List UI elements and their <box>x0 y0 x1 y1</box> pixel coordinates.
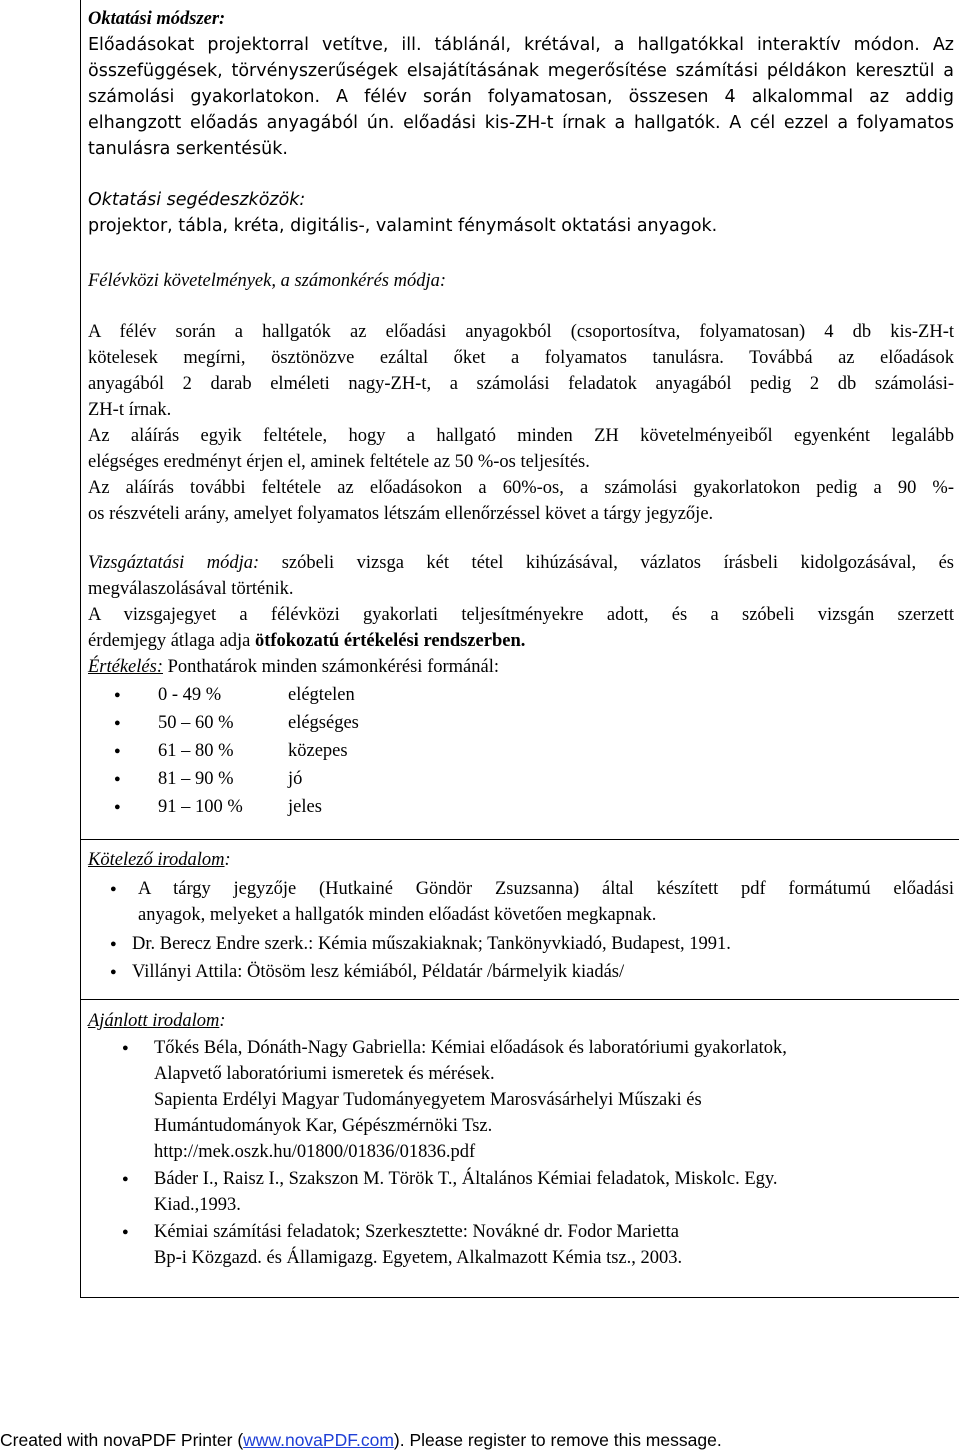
grade-range: 61 – 80 % <box>158 741 234 761</box>
footer-text-post: ). Please register to remove this message. <box>393 1430 722 1450</box>
bullet-icon: ● <box>122 1173 129 1185</box>
grade-label: elégtelen <box>288 685 355 705</box>
bullet-icon: ● <box>110 938 117 950</box>
grade-label: jó <box>288 769 303 789</box>
requirements-section <box>88 268 954 527</box>
grade-label: közepes <box>288 741 348 761</box>
requirements-line: anyagából 2 darab elméleti nagy-ZH-t, a számolási feladatok anyagából pedig 2 db számolási- <box>88 374 954 394</box>
recommended-literature-line: Kiad.,1993. <box>154 1195 241 1215</box>
requirements-line: Az aláírás további feltétele az előadásokon a 60%-os, a számolási gyakorlatokon pedig a 90 %- <box>88 478 954 498</box>
exam-line-3: A vizsgajegyet a félévközi gyakorlati teljesítményekre adott, és a szóbeli vizsgán szerzett <box>88 605 954 625</box>
recommended-literature-title: Ajánlott irodalom <box>88 1011 220 1031</box>
recommended-literature-line: Báder I., Raisz I., Szakszon M. Török T., Általános Kémiai feladatok, Miskolc. Egy. <box>154 1169 778 1189</box>
recommended-literature-line: Humántudományok Kar, Gépészmérnöki Tsz. <box>154 1116 493 1136</box>
grading-title: Értékelés: <box>88 657 163 677</box>
exam-line-1-text: szóbeli vizsga két tétel kihúzásával, vázlatos írásbeli kidolgozásával, és <box>259 553 954 573</box>
teaching-aids-section <box>88 187 954 239</box>
grade-row <box>114 738 954 766</box>
grade-list <box>114 682 954 822</box>
requirements-line: Az aláírás egyik feltétele, hogy a hallgató minden ZH követelményeiből egyenként legalább <box>88 426 954 446</box>
recommended-literature-line: Tőkés Béla, Dónáth-Nagy Gabriella: Kémiai előadások és laboratóriumi gyakorlatok, <box>154 1038 787 1058</box>
recommended-literature-item <box>88 1035 954 1165</box>
required-literature-title: Kötelező irodalom <box>88 850 225 870</box>
bullet-icon: ● <box>114 801 121 813</box>
recommended-literature-line: Kémiai számítási feladatok; Szerkesztette: Novákné dr. Fodor Marietta <box>154 1222 680 1242</box>
grade-range: 0 - 49 % <box>158 685 222 705</box>
grading-system-bold: ötfokozatú értékelési rendszerben. <box>254 631 526 651</box>
required-literature-item <box>88 931 954 957</box>
required-literature-colon: : <box>224 850 231 870</box>
requirements-line: os részvételi arány, amelyet folyamatos létszám ellenőrzéssel követ a tárgy jegyzője. <box>88 504 714 524</box>
bullet-icon: ● <box>114 717 121 729</box>
exam-line-2: megválaszolásával történik. <box>88 579 294 599</box>
required-literature-item-2: Dr. Berecz Endre szerk.: Kémia műszakiaknak; Tankönyvkiadó, Budapest, 1991. <box>132 934 731 954</box>
grade-label: elégséges <box>288 713 359 733</box>
requirements-title: Félévközi követelmények, a számonkérés módja: <box>88 271 447 291</box>
exam-line-4-text: érdemjegy átlaga adja <box>88 631 255 651</box>
recommended-literature-line: Sapienta Erdélyi Magyar Tudományegyetem Marosvásárhelyi Műszaki és <box>154 1090 702 1110</box>
required-literature-item <box>88 959 954 985</box>
teaching-method-line: elhangzott előadás anyagából ún. előadási kis-ZH-t írnak a hallgatók. A cél ezzel a folyamatos <box>88 113 954 133</box>
recommended-literature-section <box>88 1008 954 1271</box>
grade-range: 50 – 60 % <box>158 713 234 733</box>
bullet-icon: ● <box>110 883 117 895</box>
required-literature-item-3: Villányi Attila: Ötösöm lesz kémiából, Példatár /bármelyik kiadás/ <box>132 962 625 982</box>
bullet-icon: ● <box>114 745 121 757</box>
recommended-literature-line: Alapvető laboratóriumi ismeretek és mérések. <box>154 1064 495 1084</box>
recommended-literature-heading <box>88 1008 954 1034</box>
recommended-literature-line: Bp-i Közgazd. és Államigazg. Egyetem, Alkalmazott Kémia tsz., 2003. <box>154 1248 683 1268</box>
novapdf-footer <box>0 1428 722 1452</box>
teaching-method-line: tanulásra serkentésük. <box>88 139 288 159</box>
recommended-literature-item <box>88 1219 954 1271</box>
teaching-aids-title: Oktatási segédeszközök: <box>88 190 306 210</box>
recommended-literature-url: http://mek.oszk.hu/01800/01836/01836.pdf <box>154 1142 476 1162</box>
bullet-icon: ● <box>122 1226 129 1238</box>
grade-row <box>114 766 954 794</box>
bullet-icon: ● <box>114 773 121 785</box>
exam-line-4 <box>88 628 954 654</box>
required-literature-section <box>88 847 954 985</box>
exam-title: Vizsgáztatási módja: <box>88 553 260 573</box>
recommended-literature-item <box>88 1166 954 1218</box>
grade-range: 81 – 90 % <box>158 769 234 789</box>
bullet-icon: ● <box>110 966 117 978</box>
teaching-aids-text-b: , tábla, kréta, digitális-, valamint fénymásolt oktatási anyagok. <box>167 216 718 236</box>
required-literature-item-1-line-1: A tárgy jegyzője (Hutkainé Göndör Zsuzsanna) által készített pdf formátumú előadási <box>138 879 954 899</box>
requirements-line: kötelesek megírni, ösztönözve ezáltal őket a folyamatos tanulásra. Továbbá az előadások <box>88 348 954 368</box>
footer-text-pre: Created with novaPDF Printer ( <box>0 1430 244 1450</box>
exam-section <box>88 550 954 822</box>
grade-range: 91 – 100 % <box>158 797 243 817</box>
grade-row <box>114 794 954 822</box>
teaching-method-title: Oktatási módszer: <box>88 9 226 29</box>
novapdf-link[interactable]: www.novaPDF.com <box>243 1430 394 1450</box>
required-literature-heading <box>88 847 954 873</box>
grading-line-text: Ponthatárok minden számonkérési formánál: <box>163 657 499 677</box>
required-literature-item <box>88 876 954 928</box>
bullet-icon: ● <box>114 689 121 701</box>
requirements-line: elégséges eredményt érjen el, aminek feltétele az 50 %-os teljesítés. <box>88 452 590 472</box>
required-literature-item-1-line-2: anyagok, melyeket a hallgatók minden előadást követően megkapnak. <box>138 905 657 925</box>
teaching-method-line: összefüggések, törvényszerűségek elsajátításának megerősítése számítási példákon keresztül a <box>88 61 954 81</box>
teaching-method-line: számolási gyakorlatokon. A félév során folyamatosan, összesen 4 alkalommal az addig <box>88 87 954 107</box>
bullet-icon: ● <box>122 1042 129 1054</box>
grade-row <box>114 710 954 738</box>
teaching-method-line: Előadásokat projektorral vetítve, ill. táblánál, krétával, a hallgatókkal interaktív módon. Az <box>88 35 954 55</box>
teaching-method-section <box>88 6 954 162</box>
grade-label: jeles <box>288 797 322 817</box>
recommended-literature-colon: : <box>219 1011 226 1031</box>
grade-row <box>114 682 954 710</box>
teaching-aids-text-a: projektor <box>88 216 168 236</box>
requirements-line: ZH-t írnak. <box>88 400 172 420</box>
requirements-line: A félév során a hallgatók az előadási anyagokból (csoportosítva, folyamatosan) 4 db kis-ZH-t <box>88 322 954 342</box>
exam-line-1 <box>88 550 954 576</box>
grading-line <box>88 654 954 680</box>
